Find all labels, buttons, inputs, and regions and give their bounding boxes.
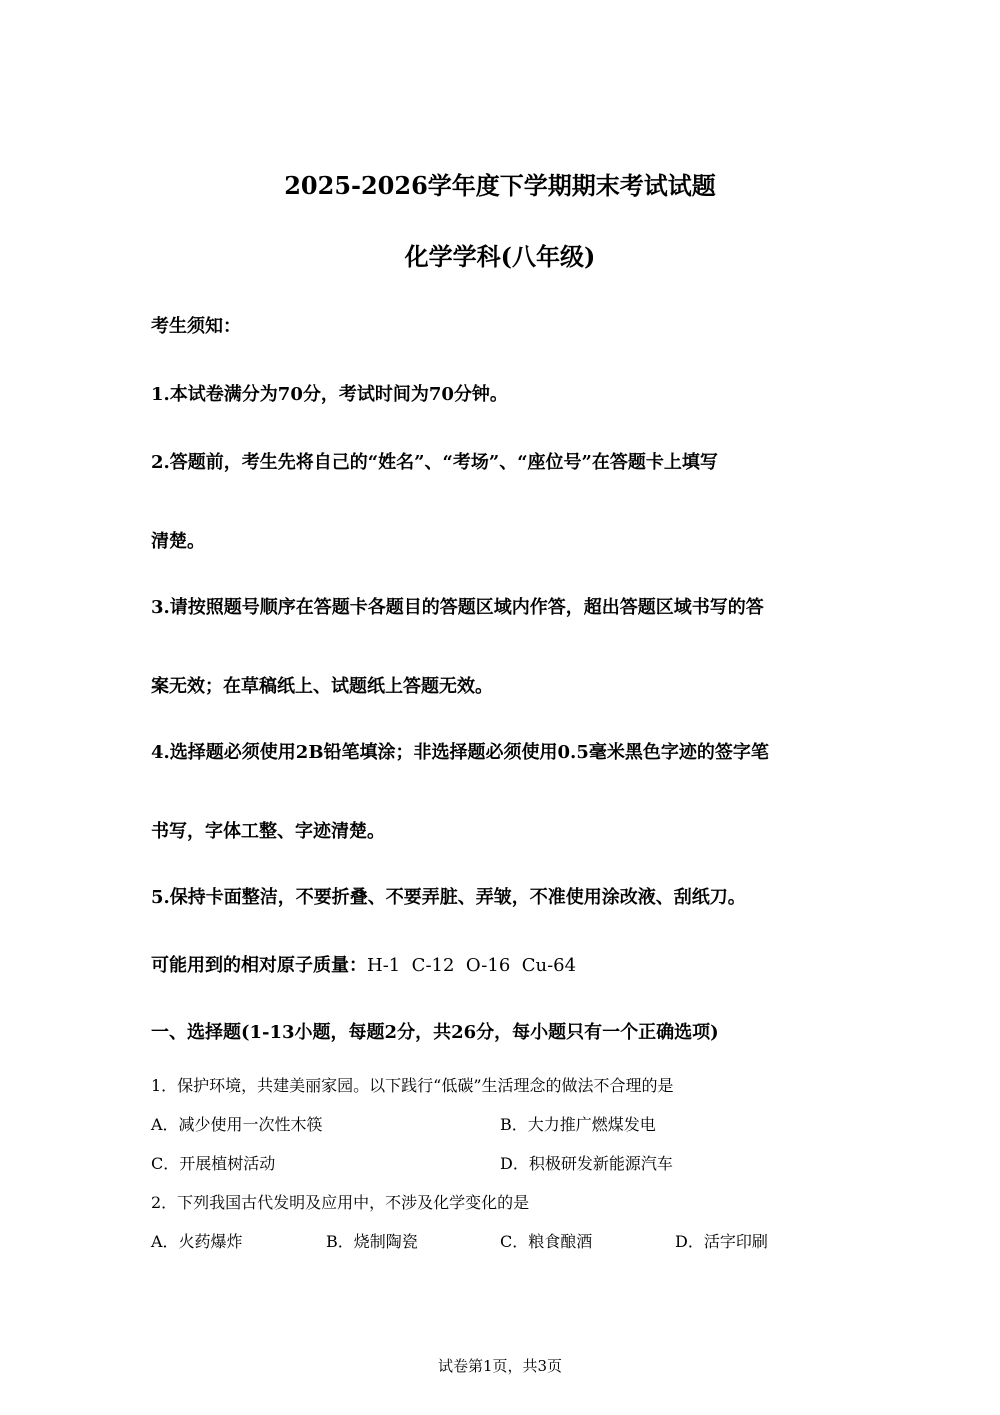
question-1-option-d: D．积极研发新能源汽车 (500, 1154, 673, 1173)
section-heading: 一、选择题(1-13小题，每题2分，共26分，每小题只有一个正确选项) (151, 1022, 719, 1043)
question-1-option-a: A．减少使用一次性木筷 (151, 1115, 323, 1134)
notice-item-2-cont: 清楚。 (151, 531, 205, 552)
notice-heading: 考生须知： (151, 316, 241, 337)
question-2-option-b: B．烧制陶瓷 (326, 1232, 418, 1251)
notice-item-1: 1.本试卷满分为70分，考试时间为70分钟。 (151, 384, 508, 405)
question-1-option-c: C．开展植树活动 (151, 1154, 276, 1173)
question-2-option-d: D．活字印刷 (675, 1232, 768, 1251)
notice-item-4: 4.选择题必须使用2B铅笔填涂；非选择题必须使用0.5毫米黑色字迹的签字笔 (151, 742, 769, 763)
question-1-stem: 1．保护环境，共建美丽家园。以下践行“低碳”生活理念的做法不合理的是 (151, 1076, 674, 1095)
question-2-option-a: A．火药爆炸 (151, 1232, 243, 1251)
question-2-stem: 2．下列我国古代发明及应用中，不涉及化学变化的是 (151, 1193, 530, 1212)
atomic-mass-values: H-1 C-12 O-16 Cu-64 (367, 955, 577, 976)
notice-item-3: 3.请按照题号顺序在答题卡各题目的答题区域内作答，超出答题区域书写的答 (151, 597, 764, 618)
atomic-mass-label: 可能用到的相对原子质量： (151, 955, 367, 976)
notice-item-5: 5.保持卡面整洁，不要折叠、不要弄脏、弄皱，不准使用涂改液、刮纸刀。 (151, 887, 746, 908)
notice-item-2: 2.答题前，考生先将自己的“姓名”、“考场”、“座位号”在答题卡上填写 (151, 452, 718, 473)
atomic-mass-line (151, 954, 576, 978)
page-footer: 试卷第1页，共3页 (437, 1357, 563, 1375)
question-1-option-b: B．大力推广燃煤发电 (500, 1115, 656, 1134)
question-2-option-c: C．粮食酿酒 (500, 1232, 593, 1251)
notice-item-4-cont: 书写，字体工整、字迹清楚。 (151, 821, 385, 842)
exam-title: 2025-2026学年度下学期期末考试试题 (284, 171, 716, 200)
exam-subtitle: 化学学科(八年级) (404, 242, 596, 271)
notice-item-3-cont: 案无效；在草稿纸上、试题纸上答题无效。 (151, 676, 493, 697)
